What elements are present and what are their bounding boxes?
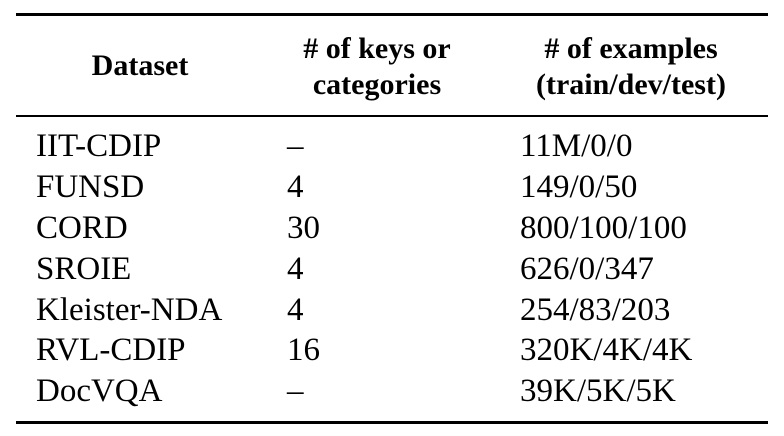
- cell-dataset: CORD: [36, 210, 128, 246]
- cell-examples: 320K/4K/4K: [520, 332, 693, 368]
- cell-dataset: FUNSD: [36, 169, 145, 205]
- table-row: [0, 249, 784, 289]
- cell-examples: 800/100/100: [520, 210, 687, 246]
- cell-examples: 39K/5K/5K: [520, 373, 676, 409]
- cell-keys: 4: [287, 251, 304, 287]
- header-keys: [272, 31, 482, 103]
- header-examples-line1: # of examples: [544, 32, 718, 65]
- cell-examples: 626/0/347: [520, 251, 654, 287]
- cell-dataset: IIT-CDIP: [36, 128, 162, 164]
- table-row: [0, 330, 784, 370]
- cell-keys: 16: [287, 332, 320, 368]
- table-row: [0, 126, 784, 166]
- cell-dataset: Kleister-NDA: [36, 292, 223, 328]
- header-examples-line2: (train/dev/test): [536, 68, 726, 101]
- table-row: [0, 208, 784, 248]
- bottom-rule: [16, 421, 768, 424]
- cell-keys: –: [287, 128, 304, 164]
- header-dataset-text: Dataset: [91, 49, 189, 82]
- table-row: [0, 167, 784, 207]
- table-row: [0, 290, 784, 330]
- cell-keys: 4: [287, 169, 304, 205]
- cell-keys: –: [287, 373, 304, 409]
- cell-examples: 149/0/50: [520, 169, 638, 205]
- header-examples: [506, 31, 756, 103]
- cell-dataset: DocVQA: [36, 373, 163, 409]
- cell-dataset: SROIE: [36, 251, 132, 287]
- cell-examples: 11M/0/0: [520, 128, 633, 164]
- header-rule: [16, 115, 768, 117]
- header-keys-line1: # of keys or: [303, 32, 451, 65]
- top-rule: [16, 13, 768, 16]
- cell-keys: 30: [287, 210, 320, 246]
- cell-keys: 4: [287, 292, 304, 328]
- cell-dataset: RVL-CDIP: [36, 332, 186, 368]
- table-row: [0, 371, 784, 411]
- header-keys-line2: categories: [312, 68, 442, 101]
- header-dataset: [60, 48, 220, 84]
- cell-examples: 254/83/203: [520, 292, 671, 328]
